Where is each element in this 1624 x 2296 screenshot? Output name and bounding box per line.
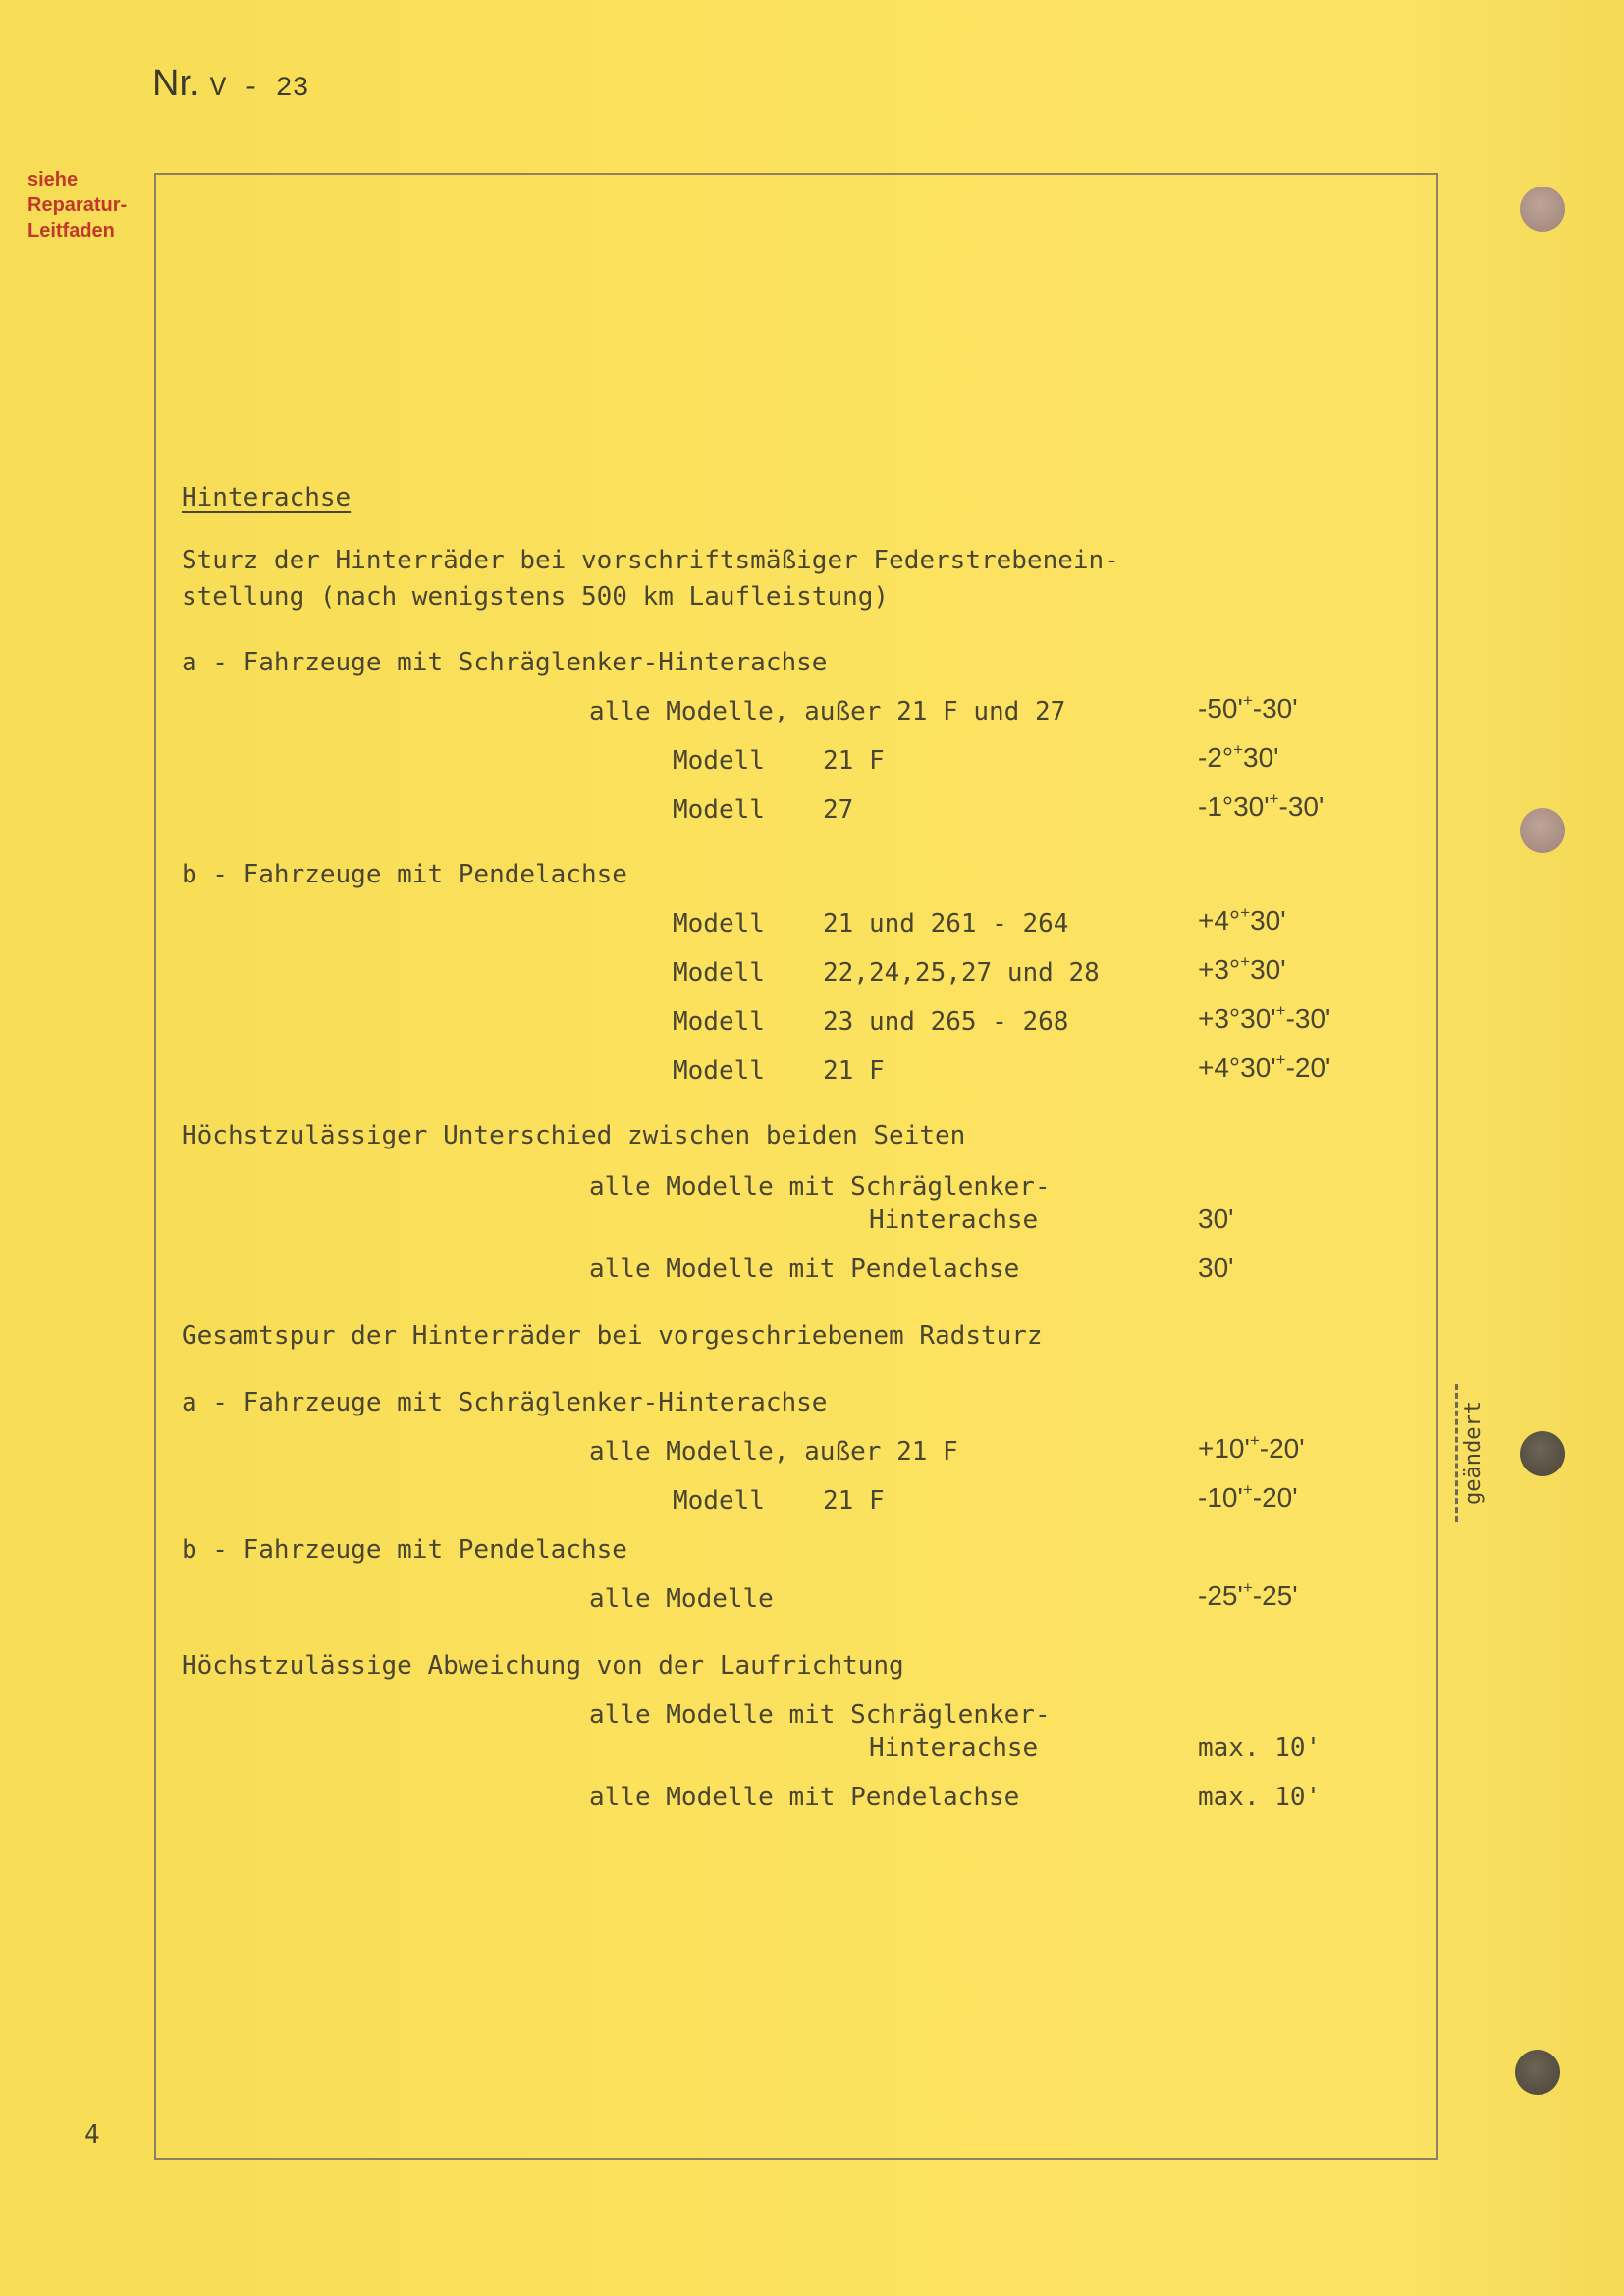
row-label: Hinterachse <box>869 1734 1039 1763</box>
value-cell: max. 10' <box>1198 1783 1322 1812</box>
section-title: Hinterachse <box>182 483 352 512</box>
value-cell: -25'+-25' <box>1198 1578 1298 1611</box>
punch-hole <box>1520 187 1565 232</box>
row-label: alle Modelle <box>589 1584 774 1614</box>
margin-note: geändert <box>1461 1401 1486 1505</box>
subheading: b - Fahrzeuge mit Pendelachse <box>182 1535 627 1565</box>
page-number: 4 <box>84 2120 100 2150</box>
row-detail: 22,24,25,27 und 28 <box>823 958 1100 988</box>
intro-line: stellung (nach wenigstens 500 km Laufleistung) <box>182 582 890 612</box>
value-cell: +10'+-20' <box>1198 1431 1305 1464</box>
value-cell: +3°30'+-30' <box>1198 1001 1331 1034</box>
value-cell: -2°+30' <box>1198 740 1279 773</box>
side-note-line: siehe <box>27 169 79 190</box>
subheading: b - Fahrzeuge mit Pendelachse <box>182 860 627 889</box>
row-model: Modell <box>673 909 765 938</box>
row-label: alle Modelle mit Schräglenker- <box>589 1172 1051 1201</box>
side-note-line: Leitfaden <box>27 220 115 241</box>
row-label: alle Modelle mit Schräglenker- <box>589 1700 1051 1730</box>
row-detail: 21 und 261 - 264 <box>823 909 1069 938</box>
punch-hole <box>1515 2050 1560 2095</box>
value-cell: max. 10' <box>1198 1734 1322 1763</box>
section-heading: Höchstzulässiger Unterschied zwischen beiden Seiten <box>182 1121 966 1150</box>
punch-hole <box>1520 1431 1565 1476</box>
row-label: alle Modelle, außer 21 F <box>589 1437 958 1467</box>
subheading: a - Fahrzeuge mit Schräglenker-Hinterachse <box>182 648 828 677</box>
value-cell: 30' <box>1198 1203 1234 1234</box>
content-frame <box>154 173 1438 2160</box>
value-cell: +4°30'+-20' <box>1198 1050 1331 1083</box>
value-cell: +4°+30' <box>1198 903 1286 935</box>
number-label: Nr. <box>152 63 200 104</box>
row-label: alle Modelle mit Pendelachse <box>589 1255 1020 1284</box>
value-cell: -1°30'+-30' <box>1198 789 1325 822</box>
row-model: Modell <box>673 1056 765 1086</box>
row-label: alle Modelle, außer 21 F und 27 <box>589 697 1066 726</box>
value-cell: +3°+30' <box>1198 952 1286 985</box>
row-detail: 23 und 265 - 268 <box>823 1007 1069 1037</box>
row-detail: 27 <box>823 795 854 825</box>
row-label: Hinterachse <box>869 1205 1039 1235</box>
value-cell: 30' <box>1198 1253 1234 1283</box>
section-heading: Gesamtspur der Hinterräder bei vorgeschriebenem Radsturz <box>182 1321 1043 1351</box>
row-model: Modell <box>673 1486 765 1516</box>
value-cell: -10'+-20' <box>1198 1480 1298 1513</box>
row-label: alle Modelle mit Pendelachse <box>589 1783 1020 1812</box>
row-detail: 21 F <box>823 1056 885 1086</box>
row-detail: 21 F <box>823 1486 885 1516</box>
intro-line: Sturz der Hinterräder bei vorschriftsmäßiger Federstrebenein- <box>182 546 1119 575</box>
punch-hole <box>1520 808 1565 853</box>
section-heading: Höchstzulässige Abweichung von der Laufrichtung <box>182 1651 904 1681</box>
subheading: a - Fahrzeuge mit Schräglenker-Hinterachse <box>182 1388 828 1417</box>
side-note <box>27 167 135 243</box>
row-model: Modell <box>673 958 765 988</box>
row-model: Modell <box>673 746 765 775</box>
number-code: V - 23 <box>209 74 309 104</box>
document-number <box>152 63 308 105</box>
margin-change-mark <box>1453 1384 1492 1531</box>
value-cell: -50'+-30' <box>1198 691 1298 723</box>
side-note-line: Reparatur- <box>27 194 128 216</box>
row-detail: 21 F <box>823 746 885 775</box>
row-model: Modell <box>673 795 765 825</box>
row-model: Modell <box>673 1007 765 1037</box>
